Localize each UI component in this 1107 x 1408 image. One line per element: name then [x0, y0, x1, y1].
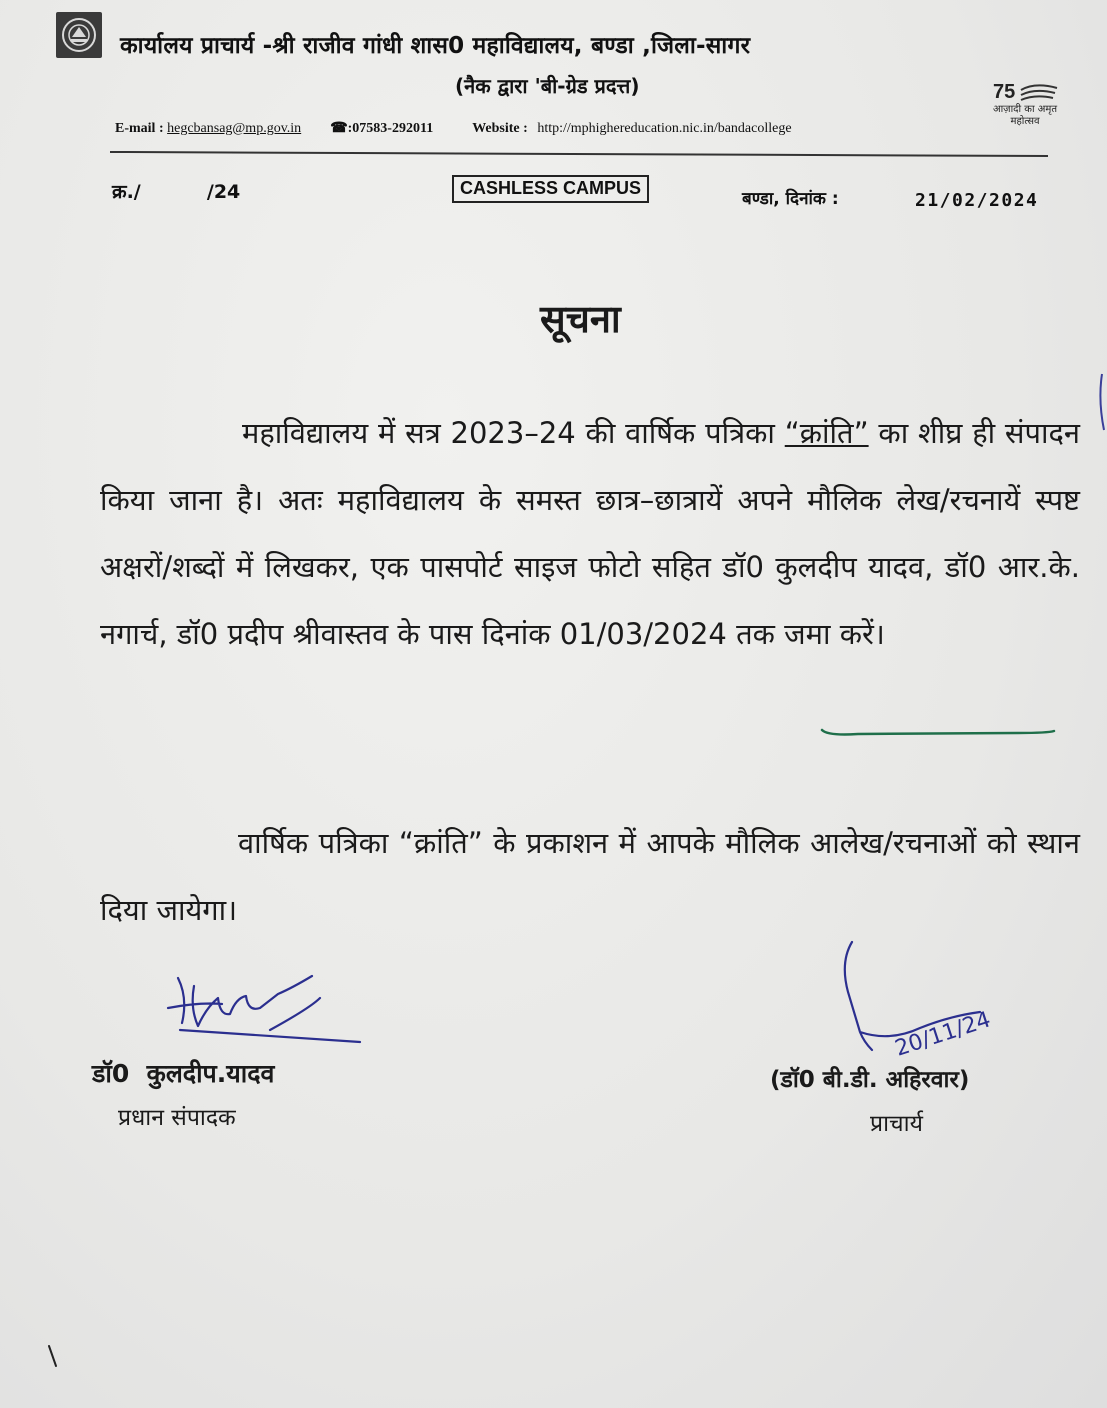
- magazine-name: “क्रांति”: [784, 416, 869, 450]
- pen-underline: [818, 722, 1058, 742]
- issue-date: 21/02/2024: [915, 190, 1039, 211]
- azadi-logo-icon: [985, 78, 1065, 106]
- reference-number: क्र./ /24: [112, 181, 241, 203]
- date-label: बण्डा, दिनांक :: [742, 189, 839, 209]
- college-logo: [56, 12, 102, 58]
- stray-pen-mark: [46, 1344, 60, 1370]
- notice-title: सूचना: [540, 297, 621, 341]
- azadi-emblem: [985, 78, 1065, 134]
- header-divider: [110, 151, 1048, 157]
- naac-grade: (नैक द्वारा 'बी-ग्रेड प्रदत्त): [455, 74, 640, 98]
- principal-role: प्राचार्य: [870, 1111, 923, 1137]
- principal-signature: [830, 932, 1040, 1072]
- website-label: Website :: [472, 121, 528, 136]
- notice-paragraph-1: [100, 400, 1080, 668]
- phone-icon: ☎: [330, 121, 348, 136]
- email-address: hegcbansag@mp.gov.in: [167, 121, 302, 136]
- svg-text:75: 75: [993, 81, 1016, 103]
- para1-rest: का शीघ्र ही संपादन किया जाना है। अतः महाविद्यालय के समस्त छात्र–छात्रायें अपने मौलिक लेख/रचनायें स्पष्ट अक्षरों/शब्दों में लिखकर, एक पासपोर्ट साइज फोटो सहित डॉ0 कुलदीप यादव, डॉ0 आर.के. नगार्च, डॉ0 प्रदीप श्रीवास्तव के पास दिनांक 01/03/2024 तक जमा करें।: [100, 416, 1080, 651]
- editor-name: डॉ0 कुलदीप.यादव: [92, 1059, 275, 1088]
- notice-paragraph-2: वार्षिक पत्रिका “क्रांति” के प्रकाशन में आपके मौलिक आलेख/रचनाओं को स्थान दिया जायेगा।: [100, 826, 1080, 927]
- para1-start: महाविद्यालय में सत्र 2023–24 की वार्षिक पत्रिका: [242, 416, 785, 450]
- cashless-campus-stamp: CASHLESS CAMPUS: [452, 175, 649, 203]
- college-name: कार्यालय प्राचार्य -श्री राजीव गांधी शास0 महाविद्यालय, बण्डा ,जिला-सागर: [120, 33, 751, 59]
- contact-row: [115, 120, 792, 137]
- azadi-text: आज़ादी का अमृत महोत्सव: [992, 104, 1058, 127]
- editor-signature: [160, 968, 370, 1058]
- principal-name: (डॉ0 बी.डी. अहिरवार): [770, 1067, 970, 1093]
- edge-ink-mark: [1094, 370, 1107, 450]
- website-url: http://mphighereducation.nic.in/bandacollege: [537, 121, 792, 136]
- editor-role: प्रधान संपादक: [118, 1105, 236, 1131]
- svg-text:20/11/24: 20/11/24: [892, 1007, 994, 1062]
- email-label: E-mail :: [115, 121, 164, 136]
- phone-number: :07583-292011: [347, 121, 434, 136]
